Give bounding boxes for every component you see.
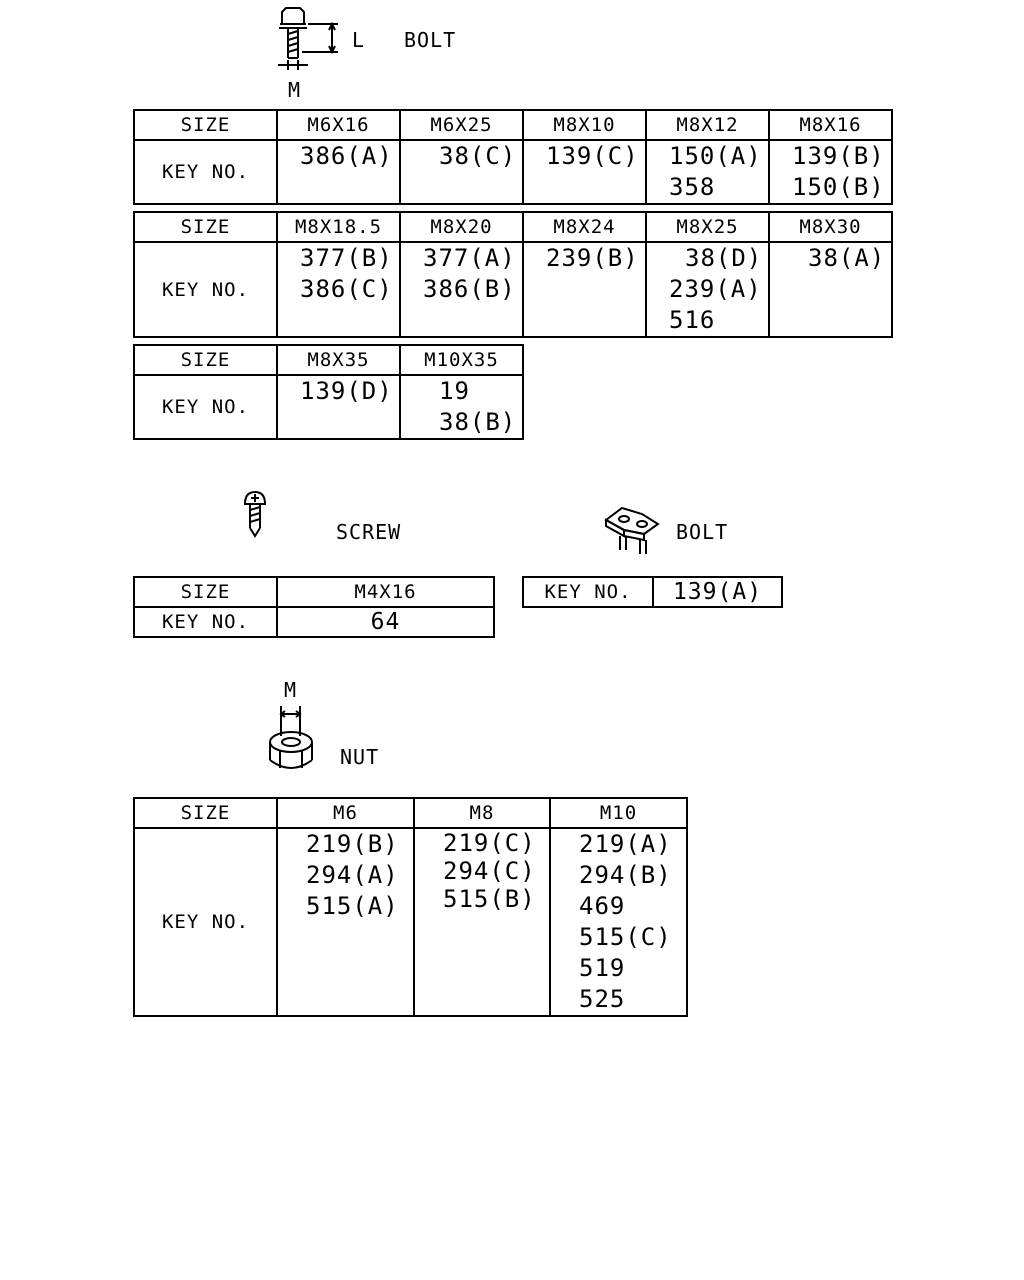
key-number: 219(B) bbox=[306, 830, 399, 858]
size-cell: M8X25 bbox=[646, 212, 769, 242]
key-cell: 139(A) bbox=[653, 577, 782, 607]
size-cell: M8X20 bbox=[400, 212, 523, 242]
key-number: 219(C) bbox=[443, 829, 536, 857]
size-header: SIZE bbox=[134, 577, 277, 607]
key-no-header: KEY NO. bbox=[134, 828, 277, 1016]
nut-size-table bbox=[133, 797, 688, 1017]
key-number: 38(D) bbox=[685, 244, 763, 272]
bracket-bolt-title: BOLT bbox=[676, 520, 729, 544]
key-number: 377(B) bbox=[300, 244, 393, 272]
key-number: 294(C) bbox=[443, 857, 536, 885]
key-cell: 64 bbox=[277, 607, 494, 637]
table-row bbox=[523, 577, 782, 607]
size-cell: M8 bbox=[414, 798, 550, 828]
bracket-bolt-icon bbox=[602, 504, 662, 556]
key-number: 515(C) bbox=[579, 923, 672, 951]
table-row bbox=[134, 375, 523, 439]
key-cell bbox=[523, 242, 646, 337]
bolt-size-table-1 bbox=[133, 109, 893, 205]
key-number: 38(C) bbox=[439, 142, 517, 170]
key-number: 139(B) bbox=[792, 142, 885, 170]
bolt-size-table-2 bbox=[133, 211, 893, 338]
size-cell: M8X24 bbox=[523, 212, 646, 242]
key-no-header: KEY NO. bbox=[134, 242, 277, 337]
key-no-header: KEY NO. bbox=[134, 140, 277, 204]
key-number: 358 bbox=[669, 173, 716, 201]
nut-title: NUT bbox=[340, 745, 380, 769]
key-number: 515(B) bbox=[443, 885, 536, 913]
key-number: 519 bbox=[579, 954, 626, 982]
key-cell bbox=[523, 140, 646, 204]
key-number: 239(A) bbox=[669, 275, 762, 303]
key-cell bbox=[769, 140, 892, 204]
size-cell: M6X16 bbox=[277, 110, 400, 140]
key-number: 469 bbox=[579, 892, 626, 920]
key-number: 139(C) bbox=[546, 142, 639, 170]
key-number: 38(A) bbox=[808, 244, 886, 272]
size-cell: M8X16 bbox=[769, 110, 892, 140]
key-number: 150(B) bbox=[792, 173, 885, 201]
size-header: SIZE bbox=[134, 798, 277, 828]
table-row bbox=[134, 242, 892, 337]
key-cell bbox=[277, 140, 400, 204]
size-cell: M6 bbox=[277, 798, 414, 828]
key-number: 239(B) bbox=[546, 244, 639, 272]
flange-bolt-icon bbox=[270, 4, 350, 74]
size-cell: M8X30 bbox=[769, 212, 892, 242]
table-row bbox=[134, 345, 523, 375]
size-cell: M6X25 bbox=[400, 110, 523, 140]
key-cell bbox=[646, 242, 769, 337]
key-number: 19 bbox=[439, 377, 470, 405]
key-number: 294(B) bbox=[579, 861, 672, 889]
screw-size-table bbox=[133, 576, 495, 638]
key-number: 515(A) bbox=[306, 892, 399, 920]
key-number: 139(D) bbox=[300, 377, 393, 405]
size-cell: M10 bbox=[550, 798, 687, 828]
size-cell: M8X12 bbox=[646, 110, 769, 140]
size-cell: M10X35 bbox=[400, 345, 523, 375]
table-row bbox=[134, 577, 494, 607]
nut-icon bbox=[266, 702, 316, 774]
key-cell bbox=[277, 375, 400, 439]
table-row bbox=[134, 828, 687, 1016]
key-number: 377(A) bbox=[423, 244, 516, 272]
bolt-dimension-l-label: L bbox=[352, 28, 366, 52]
key-cell bbox=[400, 242, 523, 337]
screw-title: SCREW bbox=[336, 520, 402, 544]
key-no-header: KEY NO. bbox=[523, 577, 653, 607]
key-number: 294(A) bbox=[306, 861, 399, 889]
size-cell: M8X35 bbox=[277, 345, 400, 375]
key-number: 150(A) bbox=[669, 142, 762, 170]
key-number: 525 bbox=[579, 985, 626, 1013]
key-number: 386(A) bbox=[300, 142, 393, 170]
key-cell bbox=[769, 242, 892, 337]
key-no-header: KEY NO. bbox=[134, 607, 277, 637]
size-header: SIZE bbox=[134, 345, 277, 375]
table-row bbox=[134, 212, 892, 242]
size-cell: M4X16 bbox=[277, 577, 494, 607]
size-header: SIZE bbox=[134, 212, 277, 242]
table-row bbox=[134, 607, 494, 637]
key-cell bbox=[400, 375, 523, 439]
bolt-dimension-m-label: M bbox=[288, 78, 302, 102]
size-cell: M8X10 bbox=[523, 110, 646, 140]
key-number: 386(C) bbox=[300, 275, 393, 303]
table-row bbox=[134, 110, 892, 140]
key-number: 38(B) bbox=[439, 408, 517, 436]
size-header: SIZE bbox=[134, 110, 277, 140]
key-cell bbox=[277, 242, 400, 337]
key-cell bbox=[550, 828, 687, 1016]
nut-dimension-m-label: M bbox=[284, 678, 298, 702]
size-cell: M8X18.5 bbox=[277, 212, 400, 242]
table-row bbox=[134, 140, 892, 204]
bolt-title: BOLT bbox=[404, 28, 457, 52]
key-cell bbox=[277, 828, 414, 1016]
key-number: 219(A) bbox=[579, 830, 672, 858]
key-number: 516 bbox=[669, 306, 716, 334]
key-cell bbox=[400, 140, 523, 204]
bolt-size-table-3 bbox=[133, 344, 524, 440]
key-no-header: KEY NO. bbox=[134, 375, 277, 439]
key-number: 386(B) bbox=[423, 275, 516, 303]
key-cell bbox=[414, 828, 550, 1016]
screw-icon bbox=[240, 490, 270, 540]
key-cell bbox=[646, 140, 769, 204]
table-row bbox=[134, 798, 687, 828]
bracket-bolt-table bbox=[522, 576, 783, 608]
